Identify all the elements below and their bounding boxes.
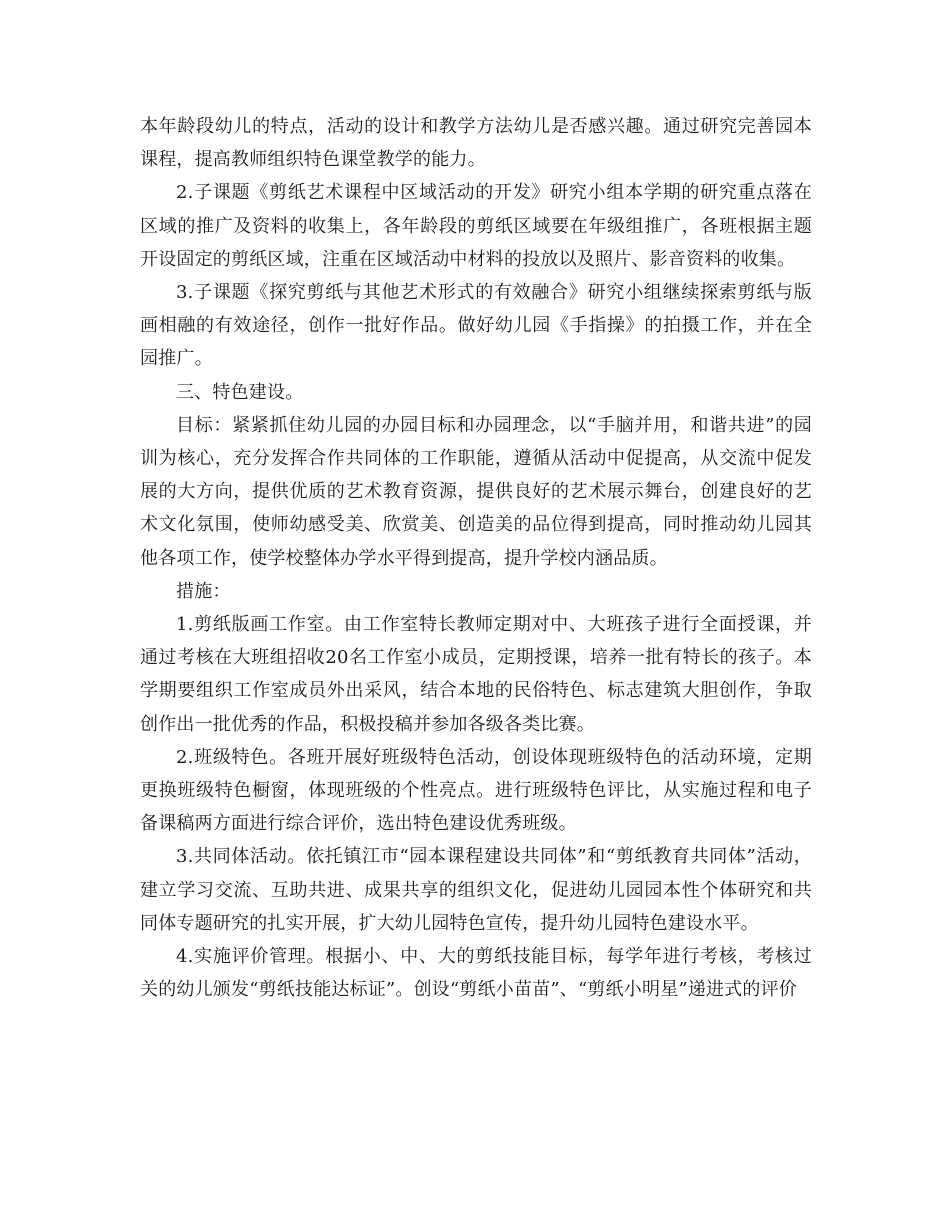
paragraph-measure-1: 1.剪纸版画工作室。由工作室特长教师定期对中、大班孩子进行全面授课，并通过考核在大班组招收20名工作室小成员，定期授课，培养一批有特长的孩子。本学期要组织工作室成员外出采风，结合本地的民俗特色、标志建筑大胆创作，争取创作出一批优秀的作品，积极投稿并参加各级各类比赛。 [140, 614, 812, 735]
paragraph-measure-3: 3.共同体活动。依托镇江市“园本课程建设共同体”和“剪纸教育共同体”活动，建立学习交流、互助共进、成果共享的组织文化，促进幼儿园园本性个体研究和共同体专题研究的扎实开展，扩大幼儿园特色宣传，提升幼儿园特色建设水平。 [140, 846, 812, 934]
paragraph-measure-4: 4.实施评价管理。根据小、中、大的剪纸技能目标，每学年进行考核，考核过关的幼儿颁发“剪纸技能达标证”。创设“剪纸小苗苗”、“剪纸小明星”递进式的评价 [140, 946, 812, 1001]
paragraph-subtopic-2: 2.子课题《剪纸艺术课程中区域活动的开发》研究小组本学期的研究重点落在区域的推广及资料的收集上，各年龄段的剪纸区域要在年级组推广，各班根据主题开设固定的剪纸区域，注重在区域活动中材料的投放以及照片、影音资料的收集。 [140, 182, 812, 270]
document-page [140, 110, 812, 1006]
paragraph-measure-2: 2.班级特色。各班开展好班级特色活动，创设体现班级特色的活动环境，定期更换班级特色橱窗，体现班级的个性亮点。进行班级特色评比，从实施过程和电子备课稿两方面进行综合评价，选出特色建设优秀班级。 [140, 746, 812, 835]
paragraph-subtopic-3: 3.子课题《探究剪纸与其他艺术形式的有效融合》研究小组继续探索剪纸与版画相融的有效途径，创作一批好作品。做好幼儿园《手指操》的拍摄工作，并在全园推广。 [140, 282, 812, 370]
paragraph-continuation: 本年龄段幼儿的特点，活动的设计和教学方法幼儿是否感兴趣。通过研究完善园本课程，提高教师组织特色课堂教学的能力。 [140, 116, 812, 171]
paragraph-measures-heading: 措施： [176, 580, 231, 602]
section-heading-feature-building: 三、特色建设。 [176, 381, 304, 403]
paragraph-goal: 目标：紧紧抓住幼儿园的办园目标和办园理念，以“手脑并用，和谐共进”的园训为核心，充分发挥合作共同体的工作职能，遵循从活动中促提高，从交流中促发展的大方向，提供优质的艺术教育资源，提供良好的艺术展示舞台，创建良好的艺术文化氛围，使师幼感受美、欣赏美、创造美的品位得到提高，同时推动幼儿园其他各项工作，使学校整体办学水平得到提高，提升学校内涵品质。 [140, 414, 812, 569]
